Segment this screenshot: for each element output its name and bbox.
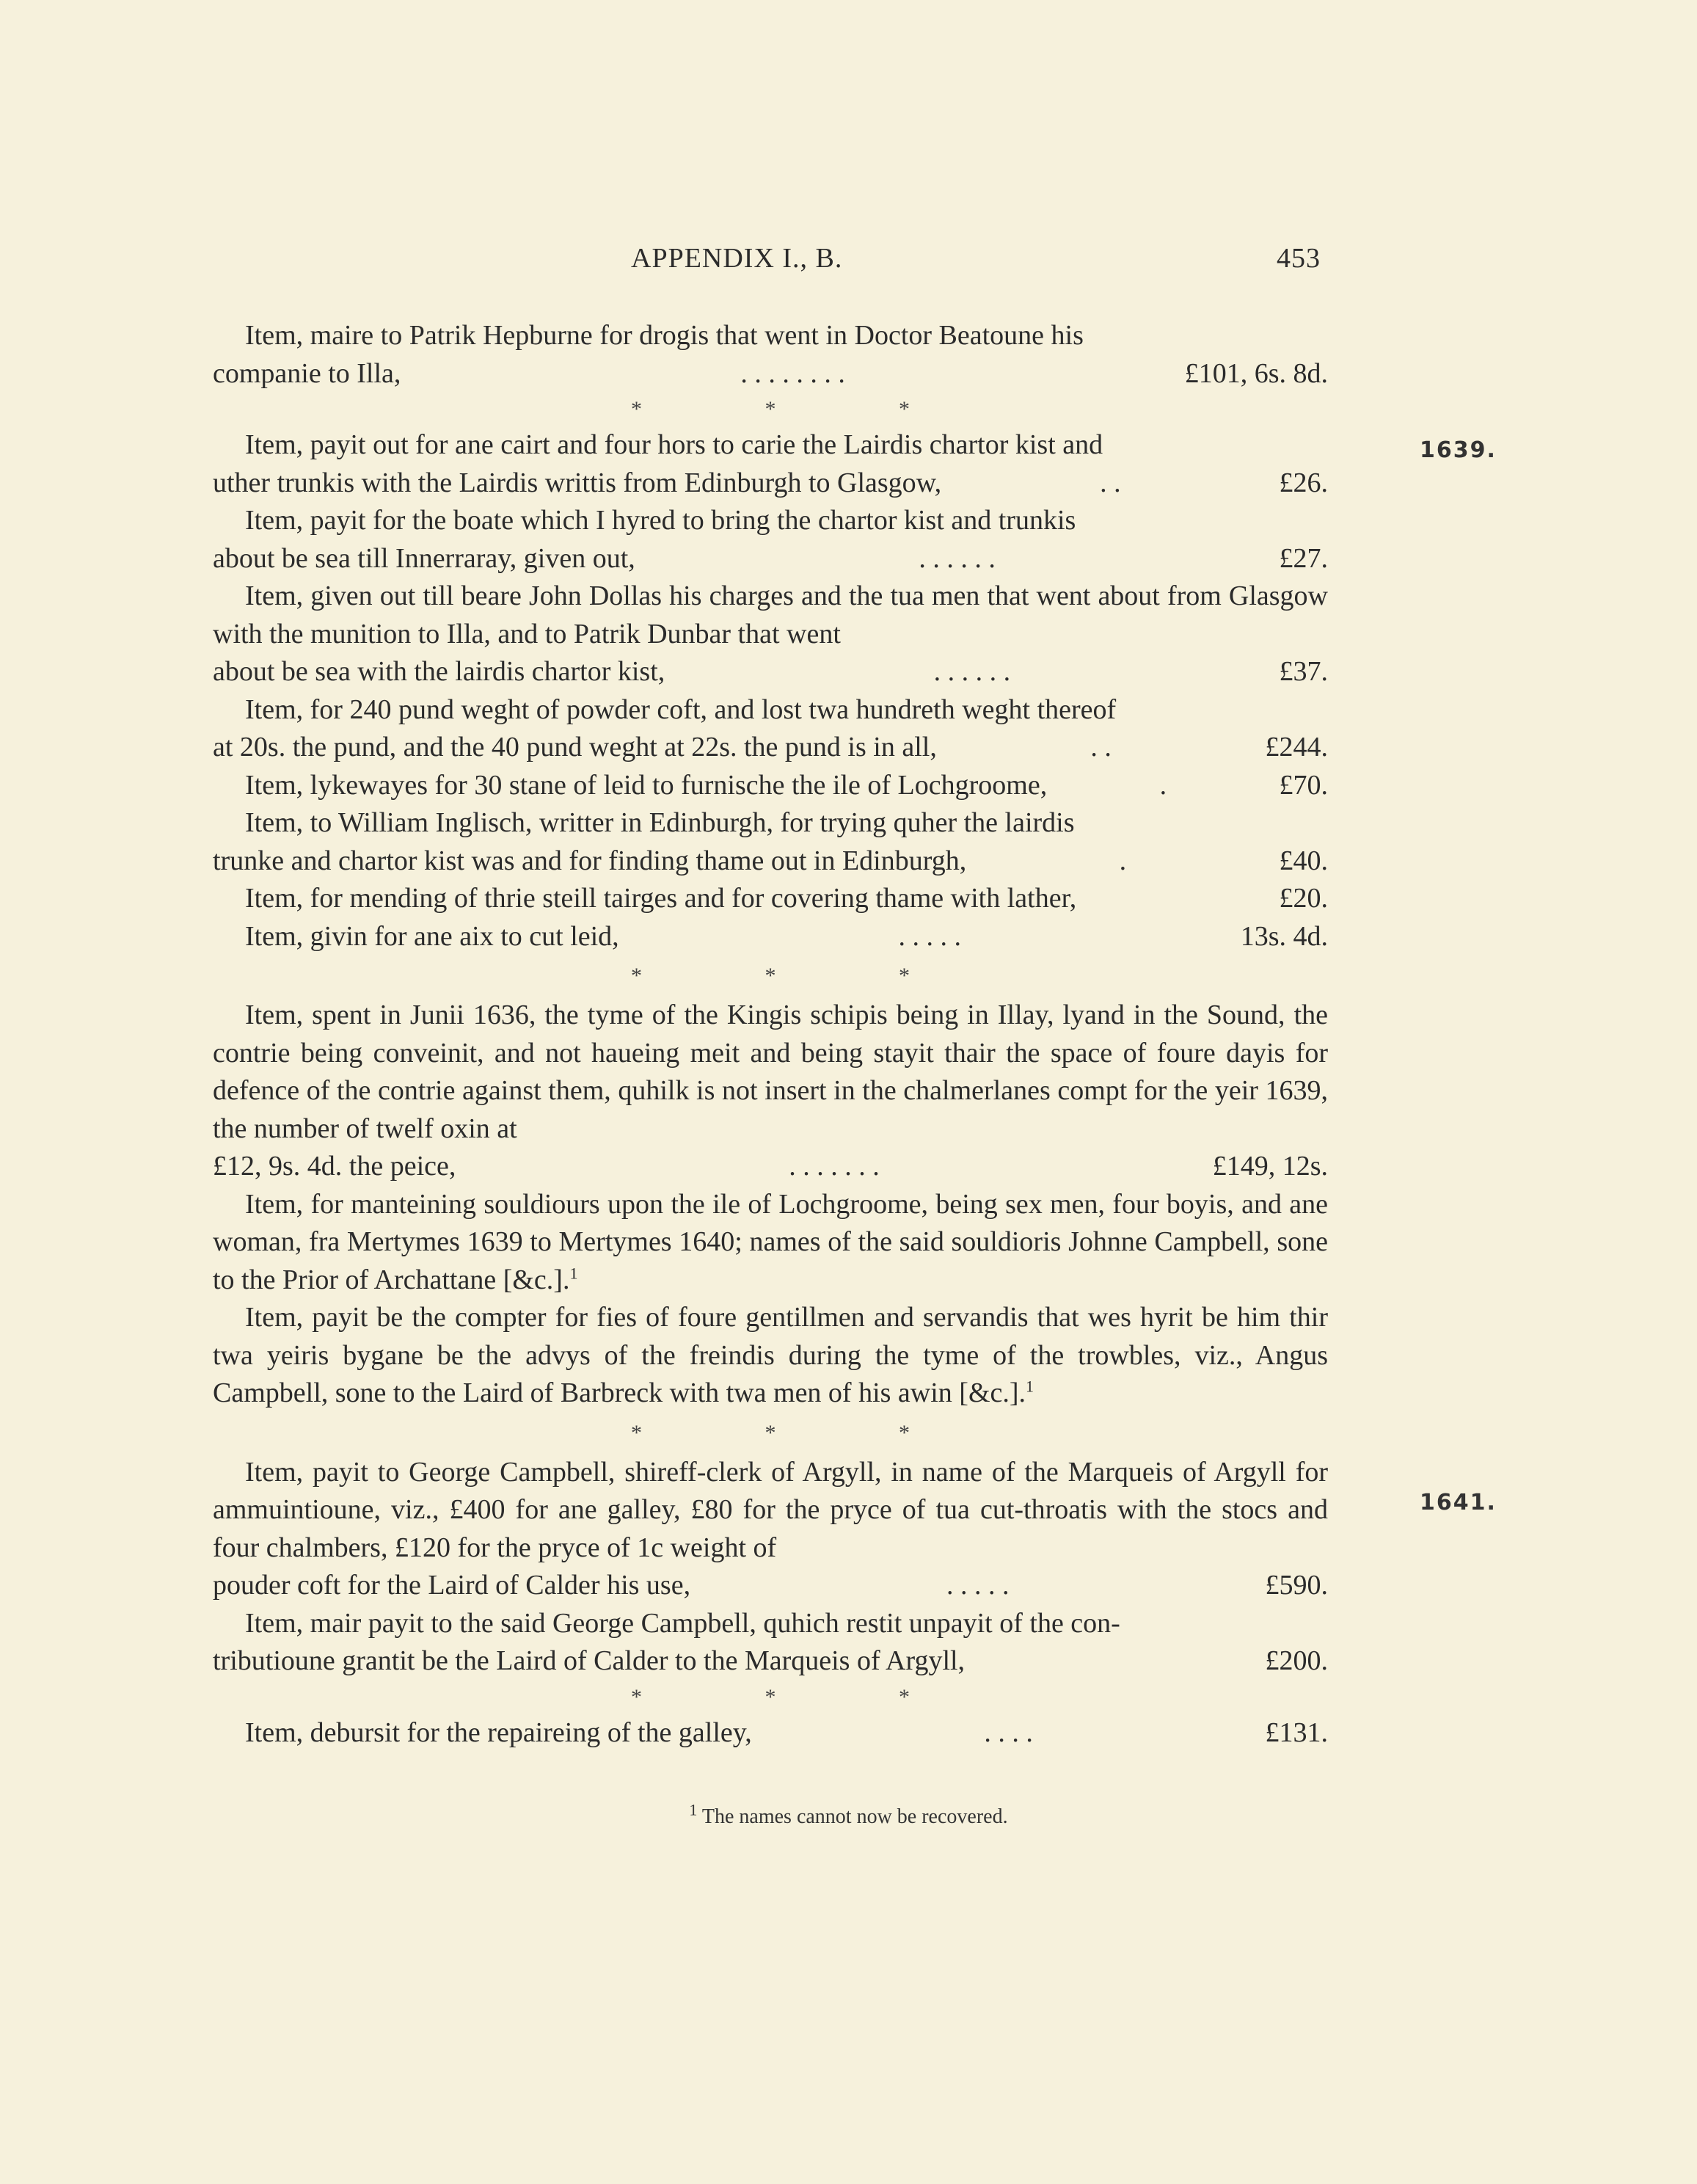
margin-year-1641: 1641. — [1420, 1490, 1497, 1515]
entry-tail: companie to Illa, . . . . . . . . £101, 6s. 8d. — [213, 355, 1328, 393]
entry-tail: uther trunkis with the Lairdis writtis from Edinburgh to Glasgow, . . £26. — [213, 465, 1328, 503]
entry: Item, spent in Junii 1636, the tyme of the Kingis schipis being in Illay, lyand in the Sound, the contrie being conveinit, and not haueing meit and being stayit thair the space of foure dayis for defence of the contrie against them, quhilk is not insert in the chalmerlanes compt for the yeir 1639, the number of twelf oxin at — [213, 1000, 1328, 1144]
running-title: APPENDIX I., B. — [631, 243, 843, 274]
document-body — [213, 317, 1328, 1752]
entry: Item, payit out for ane cairt and four hors to carie the Lairdis chartor kist and — [245, 429, 1103, 460]
entry: Item, to William Inglisch, writter in Edinburgh, for trying quher the lairdis — [245, 807, 1075, 838]
footnote — [0, 1800, 1697, 1829]
amount: £20. — [1279, 883, 1328, 914]
section-separator: * * * — [631, 1684, 968, 1709]
amount: £27. — [1279, 542, 1328, 574]
page-number: 453 — [1277, 243, 1321, 274]
entry-tail: tributioune grantit be the Laird of Calder to the Marqueis of Argyll, £200. — [213, 1642, 1328, 1681]
footnote-text: The names cannot now be recovered. — [701, 1805, 1008, 1828]
section-separator: * * * — [631, 397, 968, 421]
amount: £70. — [1279, 769, 1328, 801]
amount: £40. — [1279, 845, 1328, 876]
amount: £26. — [1279, 467, 1328, 498]
entry-tail: Item, for mending of thrie steill tairges and for covering thame with lather, £20. — [213, 880, 1328, 918]
entry-tail: £12, 9s. 4d. the peice, . . . . . . . £149, 12s. — [213, 1148, 1328, 1186]
entry: Item, payit be the compter for fies of foure gentillmen and servandis that wes hyrit be him thir twa yeiris bygane be the advys of the freindis during the tyme of the trowbles, viz., Angus Campbell, sone to the Laird of Barbreck with twa men of his awin [&c.].$^1$ — [213, 1302, 1328, 1408]
amount: £200. — [1265, 1645, 1328, 1676]
footnote-marker: 1 — [1026, 1377, 1034, 1396]
entry-tail: Item, givin for ane aix to cut leid, . . . . . 13s. 4d. — [213, 918, 1328, 956]
margin-year-1639: 1639. — [1420, 437, 1497, 463]
entry-tail: about be sea till Innerraray, given out, . . . . . . £27. — [213, 540, 1328, 578]
amount: £244. — [1265, 732, 1328, 762]
amount: £37. — [1279, 656, 1328, 687]
entry: Item, mair payit to the said George Campbell, quhich restit unpayit of the con- — [245, 1607, 1120, 1639]
amount: 13s. 4d. — [1240, 920, 1328, 952]
entry-tail: pouder coft for the Laird of Calder his use, . . . . . £590. — [213, 1567, 1328, 1605]
amount: £101, 6s. 8d. — [1184, 357, 1328, 389]
section-separator: * * * — [631, 964, 968, 988]
section-separator: * * * — [631, 1420, 968, 1445]
entry: Item, payit for the boate which I hyred to bring the chartor kist and trunkis — [245, 505, 1076, 536]
footnote-marker: 1 — [569, 1263, 578, 1282]
entry: Item, payit to George Campbell, shireff-clerk of Argyll, in name of the Marqueis of Argyll for ammuintioune, viz., £400 for ane galley, £80 for the pryce of tua cut-throatis with the stocs and four chalmbers, £120 for the pryce of 1c weight of — [213, 1456, 1328, 1563]
entry: Item, for manteining souldiours upon the ile of Lochgroome, being sex men, four boyis, and ane woman, fra Mertymes 1639 to Mertymes 1640; names of the said souldioris Johnne Campbell, sone to the Prior of Archattane [&c.].$^1$ — [213, 1188, 1328, 1295]
entry-tail: Item, lykewayes for 30 stane of leid to furnische the ile of Lochgroome, . £70. — [213, 767, 1328, 805]
amount: £149, 12s. — [1212, 1151, 1328, 1182]
entry: Item, for 240 pund weght of powder coft, and lost twa hundreth weght thereof — [245, 694, 1117, 725]
entry: Item, given out till beare John Dollas his charges and the tua men that went about from Glasgow with the munition to Illa, and to Patrik Dunbar that went — [213, 580, 1328, 649]
entry-tail: Item, debursit for the repaireing of the galley, . . . . £131. — [213, 1714, 1328, 1752]
amount: £131. — [1265, 1717, 1328, 1748]
entry-tail: at 20s. the pund, and the 40 pund weght at 22s. the pund is in all, . . £244. — [213, 729, 1328, 767]
entry-tail: trunke and chartor kist was and for finding thame out in Edinburgh, . £40. — [213, 842, 1328, 881]
amount: £590. — [1265, 1570, 1328, 1601]
running-header — [631, 242, 1321, 279]
entry: Item, maire to Patrik Hepburne for drogis that went in Doctor Beatoune his — [245, 320, 1084, 351]
footnote-number: 1 — [689, 1800, 698, 1819]
entry-tail: about be sea with the lairdis chartor kist, . . . . . . £37. — [213, 653, 1328, 691]
